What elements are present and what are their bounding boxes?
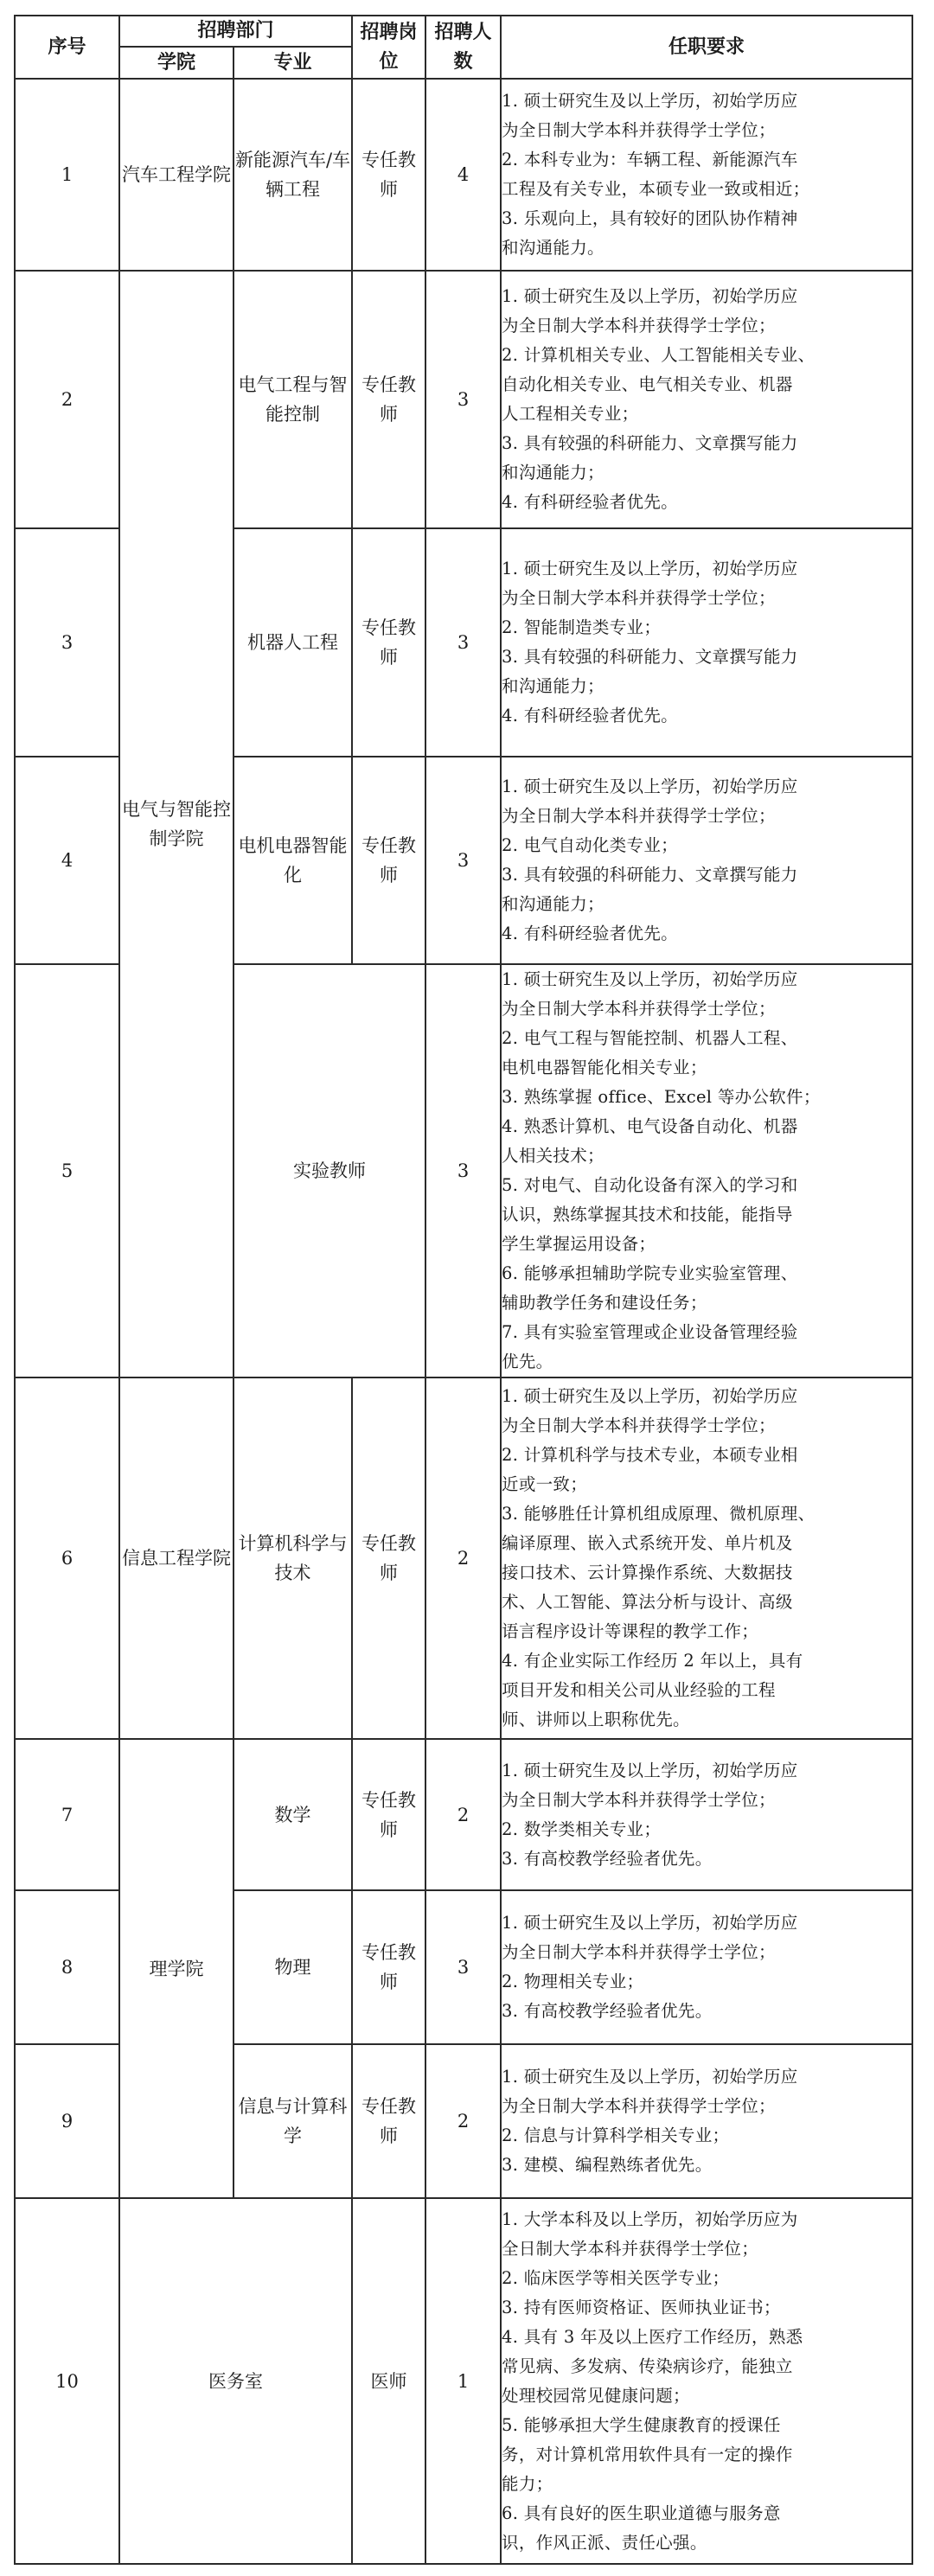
req-line: 和沟通能力； <box>502 676 605 696</box>
cell-count: 3 <box>425 964 501 1377</box>
req-line: 4. 有科研经验者优先。 <box>502 492 678 512</box>
req-line: 7. 具有实验室管理或企业设备管理经验 <box>502 1322 798 1342</box>
req-line: 学生掌握运用设备； <box>502 1234 656 1254</box>
req-line: 2. 临床医学等相关医学专业； <box>502 2267 730 2288</box>
req-line: 4. 有科研经验者优先。 <box>502 706 678 725</box>
cell-dept-merged: 医务室 <box>119 2198 352 2564</box>
req-line: 为全日制大学本科并获得学士学位； <box>502 2096 776 2116</box>
req-line: 3. 熟练掌握 office、Excel 等办公软件； <box>502 1087 821 1107</box>
req-line: 1. 硕士研究生及以上学历，初始学历应 <box>502 1386 798 1406</box>
req-line: 1. 硕士研究生及以上学历，初始学历应 <box>502 969 798 989</box>
cell-count: 2 <box>425 1377 501 1739</box>
req-line: 3. 有高校教学经验者优先。 <box>502 2001 713 2021</box>
cell-requirements <box>501 271 912 528</box>
req-line: 人相关技术； <box>502 1146 605 1166</box>
req-line: 1. 大学本科及以上学历，初始学历应为 <box>502 2208 798 2229</box>
req-line: 6. 具有良好的医生职业道德与服务意 <box>502 2502 781 2523</box>
cell-count: 4 <box>425 79 501 271</box>
req-line: 为全日制大学本科并获得学士学位； <box>502 1942 776 1962</box>
req-line: 接口技术、云计算操作系统、大数据技 <box>502 1563 793 1582</box>
req-line: 人工程相关专业； <box>502 404 639 424</box>
cell-major: 新能源汽车/车辆工程 <box>234 79 352 271</box>
cell-seq: 2 <box>15 271 119 528</box>
cell-post: 专任教师 <box>352 1890 425 2044</box>
req-line: 为全日制大学本科并获得学士学位； <box>502 1416 776 1435</box>
req-line: 编译原理、嵌入式系统开发、单片机及 <box>502 1533 793 1553</box>
cell-college: 信息工程学院 <box>119 1377 234 1739</box>
cell-seq: 9 <box>15 2044 119 2198</box>
req-line: 师、讲师以上职称优先。 <box>502 1710 690 1729</box>
req-line: 2. 信息与计算科学相关专业； <box>502 2125 730 2145</box>
cell-seq: 3 <box>15 528 119 757</box>
req-line: 2. 数学类相关专业； <box>502 1819 662 1839</box>
req-line: 自动化相关专业、电气相关专业、机器 <box>502 374 793 394</box>
table-row <box>15 79 912 271</box>
cell-requirements <box>501 528 912 757</box>
cell-college: 理学院 <box>119 1739 234 2198</box>
header-row-1 <box>15 16 912 47</box>
cell-count: 3 <box>425 757 501 964</box>
req-line: 为全日制大学本科并获得学士学位； <box>502 316 776 336</box>
header-college: 学院 <box>119 47 234 79</box>
req-line: 近或一致； <box>502 1474 588 1494</box>
table-row <box>15 1377 912 1739</box>
cell-post: 专任教师 <box>352 2044 425 2198</box>
req-line: 辅助教学任务和建设任务； <box>502 1293 707 1313</box>
req-line: 2. 本科专业为：车辆工程、新能源汽车 <box>502 150 798 169</box>
header-seq: 序号 <box>15 16 119 79</box>
header-post: 招聘岗位 <box>352 16 425 79</box>
cell-post: 专任教师 <box>352 1377 425 1739</box>
cell-post: 专任教师 <box>352 1739 425 1890</box>
cell-seq: 7 <box>15 1739 119 1890</box>
cell-post: 医师 <box>352 2198 425 2564</box>
header-dept: 招聘部门 <box>119 16 352 47</box>
cell-major: 电机电器智能化 <box>234 757 352 964</box>
req-line: 3. 具有较强的科研能力、文章撰写能力 <box>502 647 798 667</box>
req-line: 认识，熟练掌握其技术和技能，能指导 <box>502 1205 793 1224</box>
req-line: 3. 建模、编程熟练者优先。 <box>502 2155 713 2175</box>
req-line: 和沟通能力。 <box>502 238 605 258</box>
req-line: 术、人工智能、算法分析与设计、高级 <box>502 1592 793 1612</box>
req-line: 4. 熟悉计算机、电气设备自动化、机器 <box>502 1116 798 1136</box>
req-line: 1. 硕士研究生及以上学历，初始学历应 <box>502 1760 798 1780</box>
req-line: 2. 智能制造类专业； <box>502 617 662 637</box>
cell-post-merged: 实验教师 <box>234 964 425 1377</box>
cell-post: 专任教师 <box>352 271 425 528</box>
recruitment-table <box>14 15 913 2565</box>
cell-seq: 10 <box>15 2198 119 2564</box>
header-major: 专业 <box>234 47 352 79</box>
cell-requirements <box>501 1739 912 1890</box>
cell-requirements <box>501 2198 912 2564</box>
cell-seq: 6 <box>15 1377 119 1739</box>
cell-major: 计算机科学与技术 <box>234 1377 352 1739</box>
req-line: 工程及有关专业，本硕专业一致或相近； <box>502 179 810 199</box>
cell-requirements <box>501 1890 912 2044</box>
req-line: 3. 有高校教学经验者优先。 <box>502 1848 713 1869</box>
cell-post: 专任教师 <box>352 528 425 757</box>
cell-requirements <box>501 79 912 271</box>
req-line: 项目开发和相关公司从业经验的工程 <box>502 1680 776 1700</box>
cell-count: 2 <box>425 1739 501 1890</box>
req-line: 为全日制大学本科并获得学士学位； <box>502 999 776 1019</box>
req-line: 2. 电气自动化类专业； <box>502 835 678 855</box>
header-count: 招聘人数 <box>425 16 501 79</box>
req-line: 4. 有企业实际工作经历 2 年以上，具有 <box>502 1651 803 1671</box>
cell-requirements <box>501 2044 912 2198</box>
cell-count: 3 <box>425 1890 501 2044</box>
cell-seq: 8 <box>15 1890 119 2044</box>
cell-post: 专任教师 <box>352 757 425 964</box>
req-line: 3. 具有较强的科研能力、文章撰写能力 <box>502 865 798 885</box>
req-line: 1. 硕士研究生及以上学历，初始学历应 <box>502 2067 798 2087</box>
req-line: 3. 持有医师资格证、医师执业证书； <box>502 2297 781 2317</box>
cell-post: 专任教师 <box>352 79 425 271</box>
req-line: 2. 物理相关专业； <box>502 1972 644 1991</box>
req-line: 2. 计算机相关专业、人工智能相关专业、 <box>502 345 816 365</box>
cell-major: 信息与计算科学 <box>234 2044 352 2198</box>
table-row <box>15 1739 912 1890</box>
req-line: 为全日制大学本科并获得学士学位； <box>502 806 776 826</box>
header-requirements: 任职要求 <box>501 16 912 79</box>
req-line: 3. 能够胜任计算机组成原理、微机原理、 <box>502 1504 816 1524</box>
cell-major: 数学 <box>234 1739 352 1890</box>
cell-major: 物理 <box>234 1890 352 2044</box>
cell-seq: 4 <box>15 757 119 964</box>
cell-major: 机器人工程 <box>234 528 352 757</box>
req-line: 优先。 <box>502 1352 553 1371</box>
req-line: 2. 计算机科学与技术专业，本硕专业相 <box>502 1445 798 1465</box>
table-row <box>15 2198 912 2564</box>
req-line: 为全日制大学本科并获得学士学位； <box>502 1789 776 1810</box>
cell-count: 3 <box>425 271 501 528</box>
req-line: 为全日制大学本科并获得学士学位； <box>502 588 776 608</box>
cell-count: 1 <box>425 2198 501 2564</box>
req-line: 常见病、多发病、传染病诊疗，能独立 <box>502 2355 793 2376</box>
req-line: 全日制大学本科并获得学士学位； <box>502 2238 759 2259</box>
req-line: 处理校园常见健康问题； <box>502 2385 690 2406</box>
table-row <box>15 271 912 528</box>
req-line: 务，对计算机常用软件具有一定的操作 <box>502 2444 793 2464</box>
req-line: 3. 乐观向上，具有较好的团队协作精神 <box>502 208 798 228</box>
req-line: 语言程序设计等课程的教学工作； <box>502 1621 759 1641</box>
cell-requirements <box>501 1377 912 1739</box>
cell-count: 2 <box>425 2044 501 2198</box>
req-line: 为全日制大学本科并获得学士学位； <box>502 120 776 140</box>
req-line: 4. 有科研经验者优先。 <box>502 924 678 943</box>
cell-major: 电气工程与智能控制 <box>234 271 352 528</box>
req-line: 电机电器智能化相关专业； <box>502 1058 707 1077</box>
req-line: 1. 硕士研究生及以上学历，初始学历应 <box>502 559 798 578</box>
req-line: 5. 能够承担大学生健康教育的授课任 <box>502 2414 781 2435</box>
cell-count: 3 <box>425 528 501 757</box>
cell-requirements <box>501 757 912 964</box>
cell-college: 汽车工程学院 <box>119 79 234 271</box>
cell-college: 电气与智能控制学院 <box>119 271 234 1377</box>
req-line: 和沟通能力； <box>502 463 605 483</box>
req-line: 1. 硕士研究生及以上学历，初始学历应 <box>502 1913 798 1933</box>
req-line: 1. 硕士研究生及以上学历，初始学历应 <box>502 91 798 111</box>
req-line: 5. 对电气、自动化设备有深入的学习和 <box>502 1175 798 1195</box>
cell-seq: 1 <box>15 79 119 271</box>
req-line: 和沟通能力； <box>502 894 605 914</box>
req-line: 2. 电气工程与智能控制、机器人工程、 <box>502 1028 798 1048</box>
req-line: 6. 能够承担辅助学院专业实验室管理、 <box>502 1263 798 1283</box>
req-line: 1. 硕士研究生及以上学历，初始学历应 <box>502 286 798 306</box>
req-line: 识，作风正派、责任心强。 <box>502 2532 707 2553</box>
req-line: 1. 硕士研究生及以上学历，初始学历应 <box>502 777 798 796</box>
req-line: 能力； <box>502 2473 553 2494</box>
cell-requirements <box>501 964 912 1377</box>
req-line: 4. 具有 3 年及以上医疗工作经历，熟悉 <box>502 2326 803 2347</box>
cell-seq: 5 <box>15 964 119 1377</box>
req-line: 3. 具有较强的科研能力、文章撰写能力 <box>502 433 798 453</box>
